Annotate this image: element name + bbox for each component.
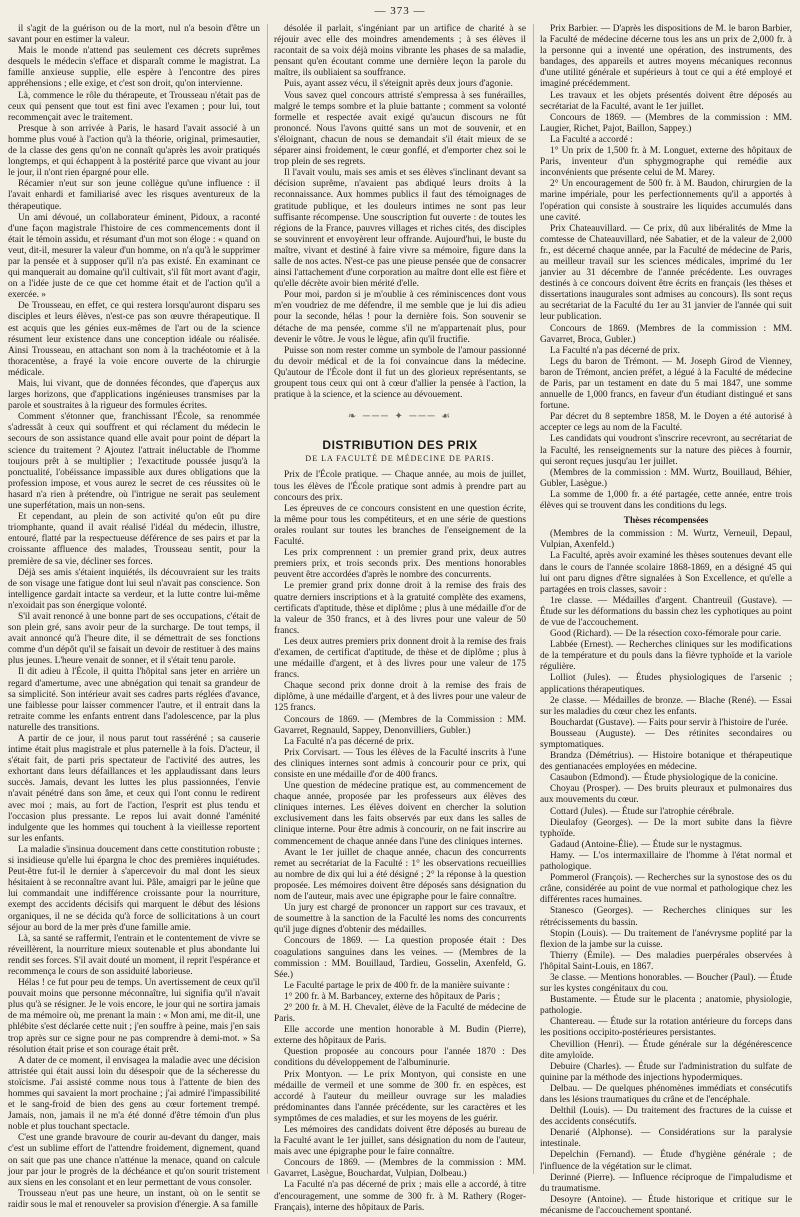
theses-heading: Thèses récompensées (623, 516, 709, 527)
paragraph: Le Faculté partage le prix de 400 fr. de la manière suivante : (284, 980, 510, 991)
paragraph: Choyau (Prosper). — Des bruits pleuraux et pulmonaires dus aux mouvements du cœur. (540, 784, 792, 806)
paragraph: Prix de l'École pratique. — Chaque année, au mois de juillet, tous les élèves de l'École pratique sont admis à prendre part au concours des prix. (274, 470, 526, 503)
paragraph: Prix Montyon. — Le prix Montyon, qui consiste en une médaille de vermeil et une somme de 300 fr. en espèces, est accordé à l'auteur du meilleur ouvrage sur les maladies prédominantes dans l'année précédente, sur les caractères et les symptômes de ces maladies, et sur les moyens de les guérir. (274, 1069, 526, 1124)
paragraph: Concours de 1869. — (Membres de la commission : MM. Gavarret, Lasègue, Bouchardat, Vulpian, Dolbeau.) (274, 1158, 526, 1180)
paragraph: Cottard (Jules). — Étude sur l'atrophie cérébrale. (550, 806, 734, 817)
paragraph: Chevillion (Henri). — Étude générale sur la dégénérescence dite amyloïde. (540, 1039, 792, 1061)
theses-list (540, 529, 792, 1217)
paragraph: Le premier grand prix donne droit à la remise des frais des quatre derniers inscriptions et à la gratuité complète des examens, certificats d'aptitude, thèse et diplôme ; plus à une médaille d'or de la valeur de 350 francs, et à des livres pour une valeur de 50 francs. (274, 581, 526, 636)
paragraph: Presque à son arrivée à Paris, le hasard l'avait associé à un homme plus voué à l'action qu'à la théorie, original, primesautier, de la classe des gens qu'on ne connaît qu'après les avoir pratiqués longtemps, et qui échappent à la postérité parce que vivant au jour le jour, il n'ont rien épargné pour elle. (8, 123, 260, 179)
paragraph: Mais, lui vivant, que de données fécondes, que d'aperçus aux larges horizons, que d'applications ingénieuses transmises par la parole et soustraites à la rigueur des formules écrites. (8, 379, 260, 412)
paragraph: Récamier n'eut sur son jeune collègue qu'une influence : il l'avait enhardi et familiarisé avec les risques aventureux de la thérapeutique. (8, 179, 260, 212)
paragraph: Concours de 1869. (Membres de la commission : MM. Gavarret, Broca, Gubler.) (540, 323, 792, 345)
column-middle (267, 24, 526, 1213)
paragraph: Legs du baron de Trémont. — M. Joseph Girod de Vienney, baron de Trémont, ancien préfet, a légué à la Faculté de médecine de Paris, par un testament en date du 5 mai 1847, une somme annuelle de 1,000 francs, en faveur d'un étudiant distingué et sans fortune. (540, 356, 792, 412)
paragraph: Elle accorde une mention honorable à M. Budin (Pierre), externe des hôpitaux de Paris. (274, 1025, 526, 1047)
paragraph: Labbée (Ernest). — Recherches cliniques sur les modifications de la température et du pouls dans la fièvre typhoïde et la variole régulière. (540, 640, 792, 673)
paragraph: Desoyre (Antoine). — Étude historique et critique sur le mécanisme de l'accouchement spontané. (540, 1194, 792, 1216)
paragraph: A dater de ce moment, il envisagea la maladie avec une décision attristée qui était aussi loin du désespoir que de la sécheresse du stoïcisme. J'ai assisté comme nous tous à l'attente de bien des hommes qui savaient la mort prochaine ; j'ai admiré l'impassibilité et le sang-froid de bien des gens au cœur fortement trempé. Jamais, non, jamais il ne m'a été donné d'être témoin d'un plus noble et plus touchant spectacle. (8, 1055, 260, 1133)
paragraph: Puis, ayant assez vécu, il s'éteignit après deux jours d'agonie. (284, 79, 513, 90)
paragraph: Pommerol (François). — Recherches sur la synostose des os du crâne, considérée au point de vue normal et pathologique chez les différentes races humaines. (540, 873, 792, 906)
paragraph: S'il avait renoncé à une bonne part de ses occupations, c'était de son plein gré, sans avoir peur de la surcharge. De tout temps, il avait annoncé qu'à l'heure dite, il se démettrait de ses fonctions comme d'un dépôt qu'il se faisait un devoir de restituer à des mains plus jeunes. L'heure venait de sonner, et il s'était tenu parole. (8, 611, 260, 667)
ornament-divider: ❧ ─── ✦ ─── ☙ (347, 411, 453, 423)
paragraph: La somme de 1,000 fr. a été partagée, cette année, entre trois élèves qui se trouvent dans les conditions du legs. (540, 489, 792, 512)
paragraph: Mais le monde n'attend pas seulement ces décrets suprêmes desquels le médecin s'efface et disparaît comme le magistrat. La famille anxieuse supplie, elle espère à l'encontre des pires appréhensions ; elle exige, et c'est son droit, qu'on intervienne. (8, 46, 260, 90)
paragraph: Concours de 1869. — (Membres de la commission : MM. Laugier, Richet, Pajot, Baillon, Sappey.) (540, 112, 792, 134)
column-right (533, 24, 792, 1216)
paragraph: 1re classe. — Médailles d'argent. Chantreuil (Gustave). — Étude sur les déformations du bassin chez les cyphotiques au point de vue de l'accouchement. (540, 595, 792, 628)
paragraph: 3e classe. — Mentions honorables. — Boucher (Paul). — Étude sur les kystes congénitaux du cou. (540, 972, 792, 995)
paragraph: Comment s'étonner que, franchissant l'École, sa renommée s'adressât à ceux qui souffrent et qui réclament du médecin le secours de son assistance quand elle avait pour point de départ la science du traitement ? Ajoutez l'attrait inéluctable de l'homme toujours prêt à se multiplier ; l'exactitude poussée jusqu'à la ponctualité, l'obéissance impassible aux dures obligations que la profession impose, et vous aurez le secret de ces réussites où le hasard n'a rien à prétendre, où l'intrigue ne serait pas seulement une superfétation, mais un non-sens. (8, 412, 260, 512)
paragraph: Là, commence le rôle du thérapeute, et Trousseau n'était pas de ceux qui pensent que tout est fini avec l'examen ; pour lui, tout recommençait avec le traitement. (8, 90, 260, 123)
paragraph: Un jury est chargé de prononcer un rapport sur ces travaux, et de soumettre à la sanction de la Faculté les noms des concurrents qu'il juge dignes d'obtenir des médailles. (274, 903, 526, 936)
paragraph: Casaubon (Edmond). — Étude physiologique de la conicine. (550, 773, 778, 784)
paragraph: Brandza (Démétrius). — Histoire botanique et thérapeutique des gentianacées employées en médecine. (540, 751, 792, 773)
paragraph: Les mémoires des candidats doivent être déposés au bureau de la Faculté avant le 1er juillet, sans désignation du nom de l'auteur, mais avec une épigraphe pour le faire connaître. (274, 1125, 526, 1158)
paragraph: 2° Un encouragement de 500 fr. à M. Baudon, chirurgien de la marine impériale, pour les perfectionnements qu'il a apportés à l'opération qui consiste à soustraire les liquides accumulés dans une cavité. (540, 179, 792, 223)
paragraph: Concours de 1869. — La question proposée était : Des coagulations sanguines dans les veines. — (Membres de la commission : MM. Bouillaud, Tardieu, Gosselin, Axenfeld, G. Sée.) (274, 936, 526, 980)
paragraph: Prix Barbier. — D'après les dispositions de M. le baron Barbier, la Faculté de médecine décerne tous les ans un prix de 2,000 fr. à la personne qui a inventé une opération, des instruments, des bandages, des appareils et autres moyens mécaniques reconnus d'une utilité générale et supérieurs à tout ce qui a été employé et imaginé précédemment. (540, 24, 792, 90)
paragraph: Hamy. — L'os intermaxillaire de l'homme à l'état normal et pathologique. (540, 850, 792, 873)
paragraph: il s'agit de la guérison ou de la mort, nul n'a besoin d'être un savant pour en estimer la valeur. (8, 24, 260, 46)
section-title: DISTRIBUTION DES PRIX (322, 438, 478, 453)
paragraph: Delthil (Louis). — Du traitement des fractures de la cuisse et des accidents consécutifs. (540, 1106, 792, 1128)
paragraph: Stanesco (Georges). — Recherches cliniques sur les rétrécissements du bassin. (540, 906, 792, 928)
paragraph: désolée il parlait, s'ingéniant par un artifice de charité à se réjouir avec elle des moindres amendements ; à ses élèves il racontait de sa voix déjà moins vibrante les phases de sa maladie, pensant qu'en écoutant comme une dernière leçon la parole du maître, ils oubliaient sa souffrance. (274, 24, 526, 79)
paragraph: Dieulafoy (Georges). — De la mort subite dans la fièvre typhoïde. (540, 817, 792, 839)
paragraph: Vous savez quel concours attristé s'empressa à ses funérailles, malgré le temps sombre et la pluie battante ; comment sa volonté formelle et respectée avait exigé qu'aucun discours ne fût prononcé. Nous l'avons quitté sans un mot de souvenir, et en s'éloignant, chacun de nous se demandait s'il était mieux de se séparer ainsi froidement, le cœur gonflé, et d'emporter chez soi le trop plein de ses regrets. (274, 90, 526, 168)
paragraph: Concours de 1869. — (Membres de la Commission : MM. Gavarret, Regnauld, Sappey, Denonvilliers, Gubler.) (274, 714, 526, 736)
paragraph: Les épreuves de ce concours consistent en une question écrite, la même pour tous les compétiteurs, et en une série de questions orales roulant sur toutes les branches de l'enseignement de la Faculté. (274, 503, 526, 548)
paragraph: Un ami dévoué, un collaborateur éminent, Pidoux, a raconté d'une façon magistrale l'histoire de ces commencements dont il était le témoin assidu, et résumant d'un mot son éloge : « quand on veut, dit-il, mesurer la valeur d'un homme, on n'a qu'à le supprimer par la pensée et à supposer qu'il n'a pas existé. En examinant ce qui manquerait au domaine qu'il cultivait, s'il fût mort avant d'agir, on a l'idée juste de ce que cet homme était et de l'action qu'il a exercée. » (8, 212, 260, 301)
column-left (8, 24, 260, 1210)
paragraph: Prix Chateauvillard. — Ce prix, dû aux libéralités de Mme la comtesse de Chateauvillard, née Sabatier, et de la valeur de 2,000 fr., est décerné chaque année, par la Faculté de médecine de Paris, au meilleur travail sur les sciences médicales, imprimé du 1er janvier au 31 décembre de l'année précédente. Les ouvrages destinés à ce concours doivent être écrits en français (les thèses et dissertations inaugurales sont admises au concours). Ils sont reçus au secrétariat de la Faculté du 1er au 31 janvier de l'année qui suit leur publication. (540, 223, 792, 323)
paragraph: Bouchardat (Gustave). — Faits pour servir à l'histoire de l'urée. (550, 717, 788, 728)
paragraph: Une question de médecine pratique est, au commencement de chaque année, proposée par les professeurs aux élèves des cliniques internes. Les élèves doivent en chercher la solution exclusivement dans les faits observés par eux dans les salles de clinique interne. Pour être admis à concourir, on ne fait inscrire au commencement de chaque année dans l'une des cliniques internes. (274, 781, 526, 847)
paragraph: 1° Un prix de 1,500 fr. à M. Longuet, externe des hôpitaux de Paris, inventeur d'un sphygmographe qui remédie aux inconvénients que présente celui de M. Marey. (540, 146, 792, 179)
paragraph: Lolliot (Jules). — Études physiologiques de l'arsenic ; applications thérapeutiques. (540, 673, 792, 695)
paragraph: Pour moi, pardon si je m'oublie à ces réminiscences dont vous m'en voudriez de me défendre, il me semble que je lui dis adieu pour la seconde, hélas ! pour la dernière fois. Son souvenir se détache de ma pensée, comme s'il ne m'appartenait plus, pour devenir le vôtre. Je vous le lègue, afin qu'il fructifie. (274, 290, 526, 345)
paragraph: Trousseau n'eut pas une heure, un instant, où on le sentit se raidir sous le mal et renouveler sa provision d'énergie. A sa famille (8, 1188, 260, 1210)
paragraph: Les travaux et les objets présentés doivent être déposés au secrétariat de la Faculté, avant le 1er juillet. (540, 90, 792, 112)
paragraph: La Faculté, après avoir examiné les thèses soutenues devant elle dans le cours de l'année scolaire 1868-1869, en a désigné 45 qui lui ont paru dignes d'être signalées à Son Excellence, et qu'elle a partagées en trois classes, savoir : (540, 551, 792, 595)
paragraph: Thierry (Émile). — Des maladies puerpérales observées à l'hôpital Saint-Louis, en 1867. (540, 950, 792, 972)
paragraph: Delbau. — De quelques phénomènes immédiats et consécutifs dans les lésions traumatiques du crâne et de l'encéphale. (540, 1083, 792, 1105)
paragraph: 1° 200 fr. à M. Barbancey, externe des hôpitaux de Paris ; (284, 991, 501, 1002)
paragraph: Good (Richard). — De la résection coxo-fémorale pour carie. (550, 629, 782, 640)
paragraph: Bustamente. — Étude sur le placenta ; anatomie, physiologie, pathologie. (540, 995, 792, 1017)
paragraph: Puisse son nom rester comme un symbole de l'amour passionné du devoir médical et de la foi convaincue dans la médecine. Qu'autour de l'École dont il fut un des glorieux représentants, se groupent tous ceux qui ont à cœur d'allier la pensée à l'action, la pratique à la science, et la science au dévouement. (274, 345, 526, 401)
paragraph: Denarié (Alphonse). — Considérations sur la paralysie intestinale. (540, 1128, 792, 1150)
paragraph: La Faculté n'a pas décerné de prix. (284, 736, 415, 747)
paragraph: De Trousseau, en effet, ce qui restera lorsqu'auront disparu ses disciples et leurs élèves, n'est-ce pas son œuvre thérapeutique. Il est acquis que les génies eux-mêmes de l'art ou de la science résument leur existence dans une conception idéale ou réalisée. Ainsi Trousseau, en attachant son nom à la trachéotomie et à la thoracentèse, a frayé la voie encore ouverte de la chirurgie médicale. (8, 301, 260, 378)
paragraph: Derinné (Pierre). — Influence réciproque de l'impaludisme et du traumatisme. (540, 1172, 792, 1194)
paragraph: (Membres de la commission : MM. Wurtz, Bouillaud, Béhier, Gubler, Lasègue.) (540, 467, 792, 489)
paragraph: Depelchin (Fernand). — Étude d'hygiène générale ; de l'influence de la végétation sur le climat. (540, 1150, 792, 1172)
paragraph: Déjà ses amis s'étaient inquiétés, ils découvraient sur les traits de son visage une fatigue dont lui seul n'avait pas conscience. Son intelligence gardait intacte sa verdeur, et la lutte contre lui-même n'exoidait pas son énergique volonté. (8, 567, 260, 611)
paragraph: Avant le 1er juillet de chaque année, chacun des concurrents remet au secrétariat de la Faculté : 1° les observations recueillies au nombre de dix qui lui a été désigné ; 2° la réponse à la question proposée. Les mémoires doivent être déposés sans désignation du nom de l'auteur, mais avec une épigraphe pour le faire connaître. (274, 847, 526, 903)
paragraph: Chantereau. — Étude sur la rotation antérieure du forceps dans les positions occipito-postérieures persistantes. (540, 1017, 792, 1039)
paragraph: Les candidats qui voudront s'inscrire recevront, au secrétariat de la Faculté, les renseignements sur la nature des pièces à fournir, qui seront reçues jusqu'au 1er juillet. (540, 434, 792, 467)
prize-list (274, 470, 526, 1213)
paragraph: Hélas ! ce fut pour peu de temps. Un avertissement de ceux qu'il pouvait moins que personne méconnaître, lui signifia qu'il n'avait plus qu'à se résigner. Je le vois encore, le jour qui ne sortira jamais de ma mémoire où, me prenant la main : « Mon ami, me dit-il, une phlébite s'est déclarée cette nuit ; j'en souffre à peine, mais j'en sais trop après sur ce signe pour ne pas comprendre à demi-mot. » Sa résolution était prise et son courage était prêt. (8, 978, 260, 1055)
paragraph: Il l'avait voulu, mais ses amis et ses élèves s'inclinant devant sa décision suprême, n'avaient pas abdiqué leurs droits à la reconnaissance. Aux hommes publics il faut des témoignages de gratitude publique, et les douleurs intimes ne sont pas leur suffisante récompense. Une souscription fut ouverte : de toutes les régions de la France, pauvres villages et riches cités, des disciples se souvinrent et envoyèrent leur offrande. Aujourd'hui, le buste du maître, vivant et destiné à faire vivre sa mémoire, figure dans la salle de nos actes. N'est-ce pas une pieuse pensée que de consacrer ainsi l'attachement d'une corporation au maître dont elle est fière et qu'elle décrète avoir bien mérité d'elle. (274, 168, 526, 290)
paragraph: Et cependant, au plein de son activité qu'on eût pu dire triomphante, quand il avait réalisé l'idéal du médecin, illustre, entouré, flatté par la respectueuse déférence de ses pairs et par la croissante affluence des malades, Trousseau sentit, pour la première de sa vie, décliner ses forces. (8, 512, 260, 567)
paragraph: Prix Corvisart. — Tous les élèves de la Faculté inscrits à l'une des cliniques internes sont admis à concourir pour ce prix, qui consiste en une médaille d'or de 400 francs. (274, 747, 526, 780)
paragraph: Il dit adieu à l'École, il quitta l'hôpital sans jeter en arrière un regard d'amertume, avec une abnégation qui tenait sa grandeur de sa simplicité. Son intérieur avait ses cadres parts réglées d'avance, une faiblesse pour laisser commencer l'autre, et il entrait dans la retraite comme les enfants entrent dans l'adolescence, par la plus naturelle des transitions. (8, 667, 260, 733)
paragraph: La Faculté a accordé : (550, 134, 633, 145)
paragraph: La Faculté n'a pas décerné de prix ; mais elle a accordé, à titre d'encouragement, une somme de 300 fr. à M. Rathery (Roger-Français), interne des hôpitaux de Paris. (274, 1180, 526, 1213)
paragraph: Bousseau (Auguste). — Des rétinites secondaires ou symptomatiques. (540, 728, 792, 750)
paragraph: (Membres de la commission : M. Wurtz, Verneuil, Depaul, Vulpian, Axenfeld.) (540, 529, 792, 551)
paragraph: La Faculté n'a pas décerné de prix. (550, 345, 681, 356)
paragraph: 2° 200 fr. à M. H. Chevalet, élève de la Faculté de médecine de Paris. (274, 1002, 526, 1025)
paragraph: Là, sa santé se raffermit, l'entrain et le contentement de vivre se réveillèrent, la nourriture mieux soutenable et plus abondante lui rendit ses forces. S'il avait douté un moment, il reprit l'espérance et recommença le cours de son assiduité laborieuse. (8, 933, 260, 977)
paragraph: 2e classe. — Médailles de bronze. — Blache (René). — Essai sur les maladies du cœur chez les enfants. (540, 695, 792, 717)
paragraph: C'est une grande bravoure de courir au-devant du danger, mais c'est un sublime effort de l'attendre froidement, dignement, quand on sait que pas une chance n'atténue la menace, quand on calcule jour par jour le progrès de la déchéance et qu'on sourit tristement aux siens en les consolant et en leur permettant de vous consoler. (8, 1133, 260, 1188)
paragraph: Debuire (Charles). — Étude sur l'administration du sulfate de quinine par la méthode des injections hypodermiques. (540, 1061, 792, 1083)
section-subtitle: DE LA FACULTÉ DE MÉDECINE DE PARIS. (305, 454, 495, 464)
prize-continuation (540, 24, 792, 512)
paragraph: Les deux autres premiers prix donnent droit à la remise des frais d'examen, de certificat d'aptitude, de thèse et de diplôme ; plus à une médaille d'argent, et à des livres pour une valeur de 175 francs. (274, 636, 526, 681)
paragraph: A partir de ce jour, il nous parut tout rasséréné ; sa causerie intime était plus magistrale et plus paternelle à la fois. D'acteur, il s'était fait, de parti pris spectateur de l'activité des autres, les exhortant dans leurs défaillances et les applaudissant dans leurs succès. Jamais, devant les luttes les plus passionnées, l'envie n'avait pénétré dans son âme, et ceux qui l'ont connu le redirent avec moi ; mais, au fort de l'action, l'esprit est plus tendu et l'occasion plus pressante. Le repos lui avait donné l'aménité indulgente que les hommes qui touchent à la vieillesse reportent sur les enfants. (8, 734, 260, 844)
paragraph: Question proposée au concours pour l'année 1870 : Des conditions du développement de l'albuminurie. (274, 1047, 526, 1069)
paragraph: Gadaud (Antoine-Élie). — Étude sur le nystagmus. (550, 839, 743, 850)
columns (8, 24, 792, 1216)
paragraph: Chaque second prix donne droit à la remise des frais de diplôme, à une médaille d'argent, et à des livres pour une valeur de 125 francs. (274, 681, 526, 714)
eulogy-conclusion (274, 24, 526, 401)
page-number: — 373 — (374, 5, 426, 17)
paragraph: Les prix comprennent : un premier grand prix, deux autres premiers prix, et trois seconds prix. Des mentions honorables peuvent être accordées d'après le nombre des concurrents. (274, 548, 526, 581)
paragraph: Stopin (Louis). — Du traitement de l'anévrysme poplité par la flexion de la jambe sur la cuisse. (540, 928, 792, 950)
paragraph: La maladie s'insinua doucement dans cette constitution robuste ; si insidieuse qu'elle lui épargna le choc des premières inquiétudes. Peut-être fut-il le dernier à s'apercevoir du mal dont les sieux hésitaient à se reconnaître avant lui. Pâle, amaigri par le jeûne que lui commandait une indifférence croissante pour la nourriture, exempt des accidents décisifs qui marquent le début des lésions organiques, il ne se décida qu'à force de sollicitations à un court séjour au bord de la mer près d'une famille amie. (8, 844, 260, 933)
paragraph: Par décret du 8 septembre 1858, M. le Doyen a été autorisé à accepter ce legs au nom de la Faculté. (540, 412, 792, 434)
